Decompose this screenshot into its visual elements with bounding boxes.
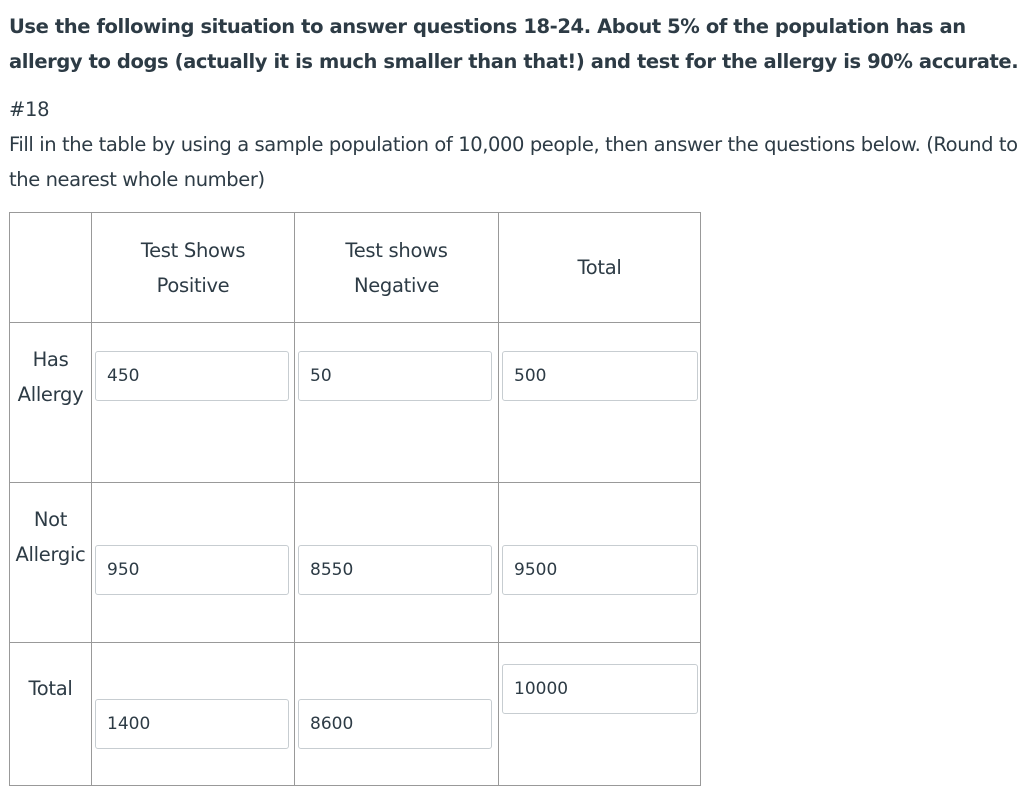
- row-label-has-allergy-line1: Has: [32, 348, 69, 371]
- question-number: #18: [9, 98, 50, 121]
- two-way-table: [9, 212, 701, 786]
- header-test-negative: [295, 213, 499, 323]
- cell-total-negative: [295, 643, 499, 786]
- row-label-total: [10, 643, 92, 786]
- not-allergic-positive-input[interactable]: [95, 545, 289, 595]
- cell-grand-total: [499, 643, 701, 786]
- not-allergic-total-input[interactable]: [502, 545, 698, 595]
- header-test-negative-line1: Test shows: [345, 238, 448, 262]
- row-label-total-text: Total: [28, 677, 73, 700]
- header-test-positive-line2: Positive: [156, 273, 230, 297]
- total-negative-input[interactable]: [298, 699, 492, 749]
- row-has-allergy: [10, 323, 701, 483]
- corner-cell: [10, 213, 92, 323]
- row-not-allergic: [10, 483, 701, 643]
- total-positive-input[interactable]: [95, 699, 289, 749]
- cell-has-allergy-positive: [92, 323, 295, 483]
- cell-has-allergy-negative: [295, 323, 499, 483]
- cell-not-allergic-positive: [92, 483, 295, 643]
- header-test-positive-line1: Test Shows: [140, 238, 246, 262]
- has-allergy-positive-input[interactable]: [95, 351, 289, 401]
- has-allergy-negative-input[interactable]: [298, 351, 492, 401]
- row-total: [10, 643, 701, 786]
- cell-not-allergic-total: [499, 483, 701, 643]
- cell-has-allergy-total: [499, 323, 701, 483]
- cell-total-positive: [92, 643, 295, 786]
- has-allergy-total-input[interactable]: [502, 351, 698, 401]
- row-label-has-allergy-line2: Allergy: [17, 383, 84, 406]
- grand-total-input[interactable]: [502, 664, 698, 714]
- not-allergic-negative-input[interactable]: [298, 545, 492, 595]
- row-label-has-allergy: [10, 323, 92, 483]
- intro-text: Use the following situation to answer questions 18-24. About 5% of the population has an allergy to dogs (actually it is much smaller than that!) and test for the allergy is 90% accurate.: [9, 15, 1019, 73]
- header-row: [10, 213, 701, 323]
- header-test-negative-line2: Negative: [353, 273, 440, 297]
- row-label-not-allergic-line1: Not: [33, 508, 68, 531]
- row-label-not-allergic-line2: Allergic: [15, 543, 86, 566]
- row-label-not-allergic: [10, 483, 92, 643]
- header-test-positive: [92, 213, 295, 323]
- header-total: [499, 213, 701, 323]
- header-total-label: Total: [577, 256, 622, 279]
- cell-not-allergic-negative: [295, 483, 499, 643]
- instructions-text: Fill in the table by using a sample population of 10,000 people, then answer the questions below. (Round to the nearest whole number): [9, 133, 1018, 191]
